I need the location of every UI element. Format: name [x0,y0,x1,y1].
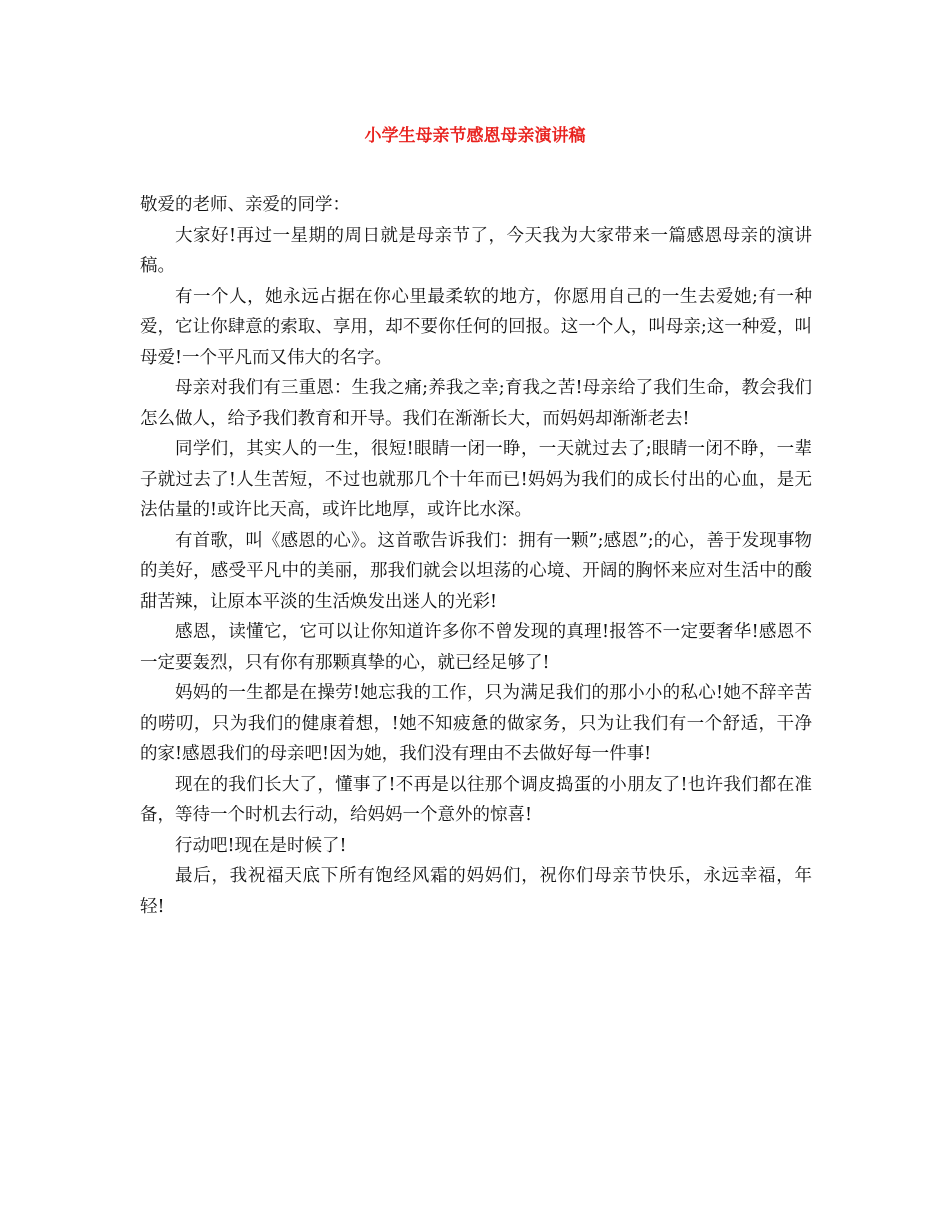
paragraph-grown-up: 现在的我们长大了，懂事了!不再是以往那个调皮捣蛋的小朋友了!也许我们都在准备，等待一个时机去行动，给妈妈一个意外的惊喜! [140,774,812,825]
paragraph-three-graces: 母亲对我们有三重恩：生我之痛;养我之幸;育我之苦!母亲给了我们生命，教会我们怎么做人，给予我们教育和开导。我们在渐渐长大，而妈妈却渐渐老去! [140,378,812,429]
paragraph-grateful-heart-song: 有首歌，叫《感恩的心》。这首歌告诉我们：拥有一颗”;感恩”;的心，善于发现事物的美好，感受平凡中的美丽，那我们就会以坦荡的心境、开阔的胸怀来应对生活中的酸甜苦辣，让原本平淡的生活焕发出迷人的光彩! [140,530,812,612]
paragraph-mother-love: 有一个人，她永远占据在你心里最柔软的地方，你愿用自己的一生去爱她;有一种爱，它让你肆意的索取、享用，却不要你任何的回报。这一个人，叫母亲;这一种爱，叫母爱!一个平凡而又伟大的名字。 [140,286,812,368]
paragraph-blessing: 最后，我祝福天底下所有饱经风霜的妈妈们，祝你们母亲节快乐，永远幸福，年轻! [140,866,812,917]
paragraph-gratitude: 感恩，读懂它，它可以让你知道许多你不曾发现的真理!报答不一定要奢华!感恩不一定要轰烈，只有你有那颗真挚的心，就已经足够了! [140,622,812,673]
page-title: 小学生母亲节感恩母亲演讲稿 [364,126,586,146]
document-body [140,190,812,922]
paragraph-act-now: 行动吧!现在是时候了! [175,835,347,856]
paragraph-greeting: 大家好!再过一星期的周日就是母亲节了，今天我为大家带来一篇感恩母亲的演讲稿。 [140,225,812,276]
salutation: 敬爱的老师、亲爱的同学： [140,195,350,215]
paragraph-mother-toil: 妈妈的一生都是在操劳!她忘我的工作，只为满足我们的那小小的私心!她不辞辛苦的唠叨，只为我们的健康着想，!她不知疲惫的做家务，只为让我们有一个舒适，干净的家!感恩我们的母亲吧!因为她，我们没有理由不去做好每一件事! [140,683,812,764]
paragraph-life-short: 同学们，其实人的一生，很短!眼睛一闭一睁，一天就过去了;眼睛一闭不睁，一辈子就过去了!人生苦短，不过也就那几个十年而已!妈妈为我们的成长付出的心血，是无法估量的!或许比天高，或许比地厚，或许比水深。 [140,439,812,520]
